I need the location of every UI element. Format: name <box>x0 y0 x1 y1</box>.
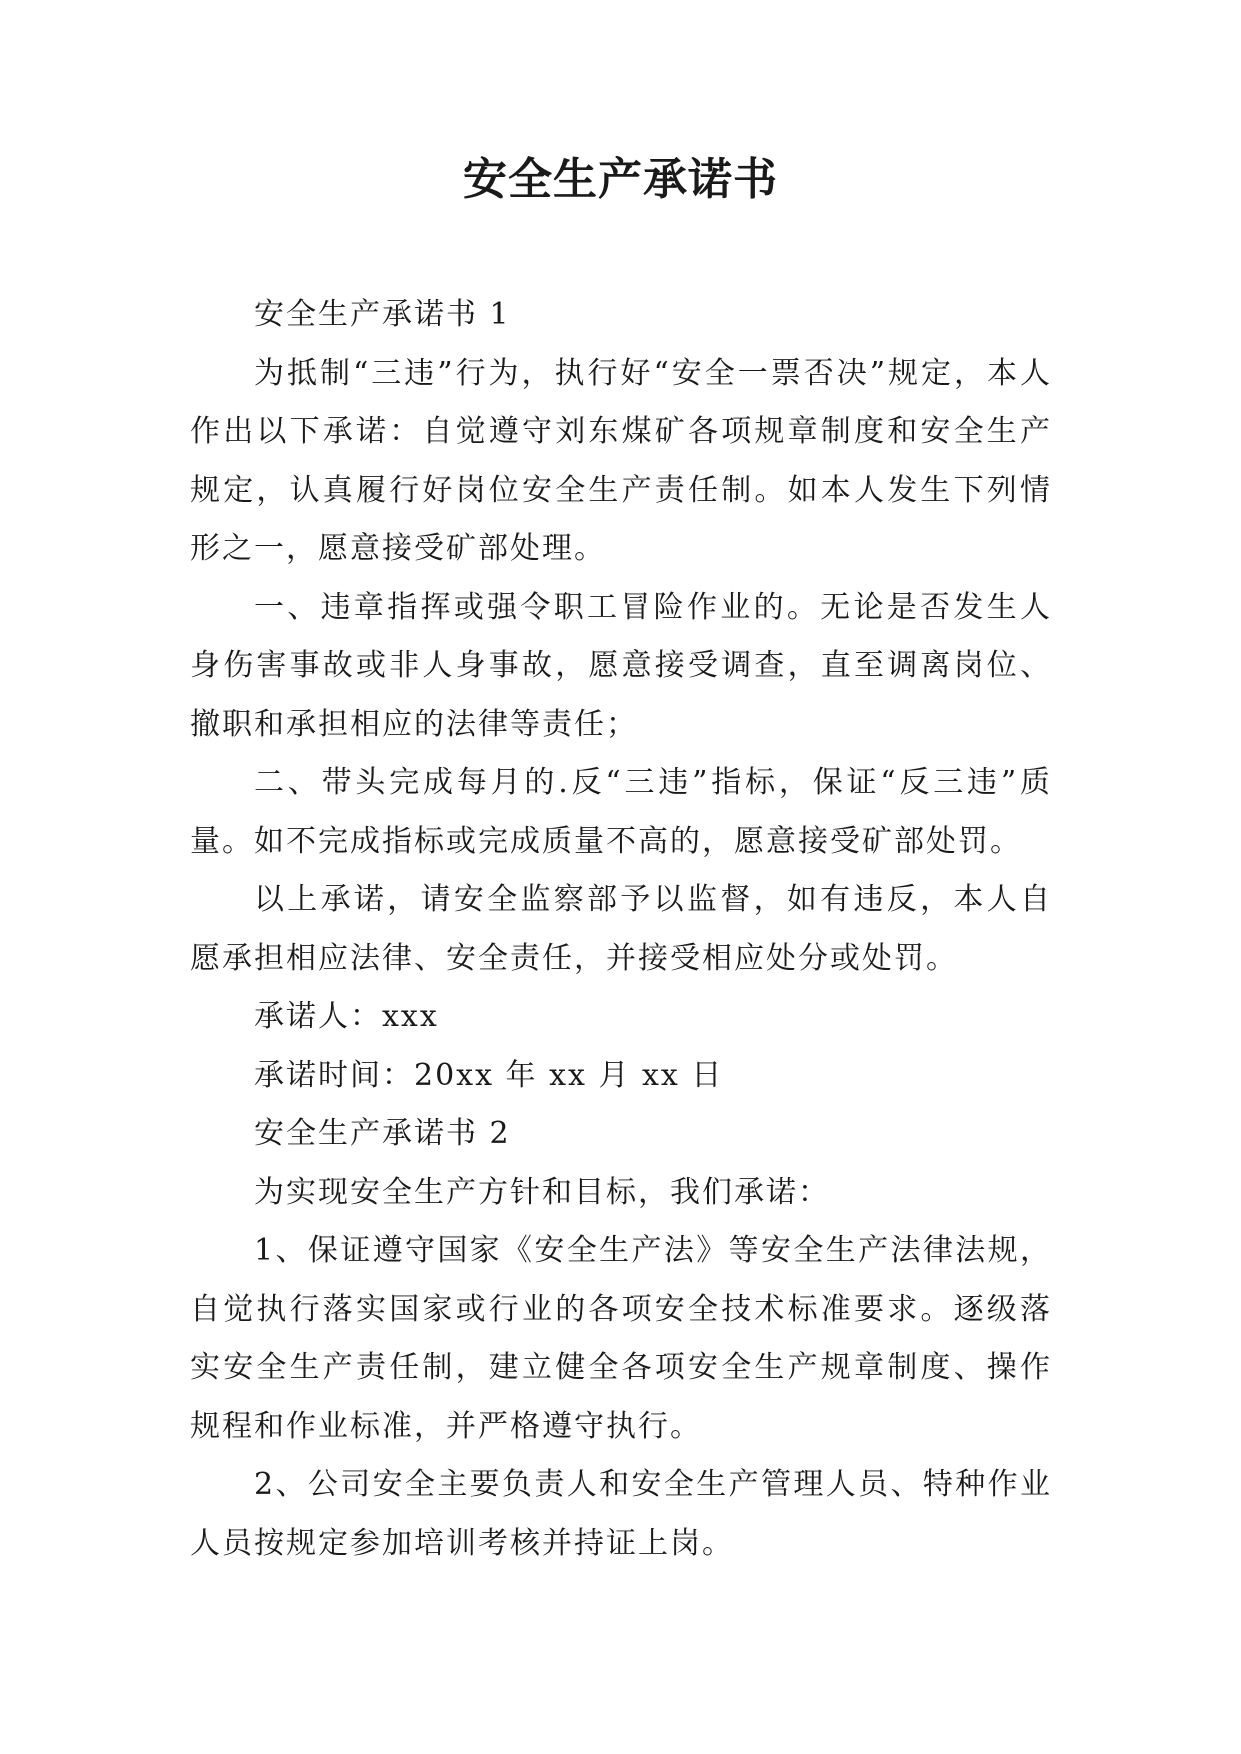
paragraph-commitment-1: 1、保证遵守国家《安全生产法》等安全生产法律法规，自觉执行落实国家或行业的各项安全技术标准要求。逐级落实安全生产责任制，建立健全各项安全生产规章制度、操作规程和作业标准，并严格遵守执行。 <box>190 1233 1052 1444</box>
paragraph-closing: 以上承诺，请安全监察部予以监督，如有违反，本人自愿承担相应法律、安全责任，并接受相应处分或处罚。 <box>190 882 1052 976</box>
paragraph-intro: 为抵制“三违”行为，执行好“安全一票否决”规定，本人作出以下承诺：自觉遵守刘东煤矿各项规章制度和安全生产规定，认真履行好岗位安全生产责任制。如本人发生下列情形之一，愿意接受矿部处理。 <box>190 355 1052 566</box>
date-line: 承诺时间：20xx 年 xx 月 xx 日 <box>254 1057 724 1093</box>
section-heading-2: 安全生产承诺书 2 <box>254 1116 511 1151</box>
paragraph-commitment-2: 2、公司安全主要负责人和安全生产管理人员、特种作业人员按规定参加培训考核并持证上岗。 <box>190 1467 1052 1561</box>
signatory-line: 承诺人：xxx <box>254 999 439 1034</box>
paragraph-item-2: 二、带头完成每月的.反“三违”指标，保证“反三违”质量。如不完成指标或完成质量不高的，愿意接受矿部处罚。 <box>190 765 1052 859</box>
document-body <box>190 286 1052 1573</box>
document-title: 安全生产承诺书 <box>463 154 778 205</box>
paragraph-commitment-intro: 为实现安全生产方针和目标，我们承诺： <box>254 1174 830 1210</box>
paragraph-item-1: 一、违章指挥或强令职工冒险作业的。无论是否发生人身伤害事故或非人身事故，愿意接受调查，直至调离岗位、撤职和承担相应的法律等责任； <box>190 589 1052 742</box>
section-heading-1: 安全生产承诺书 1 <box>254 297 511 332</box>
